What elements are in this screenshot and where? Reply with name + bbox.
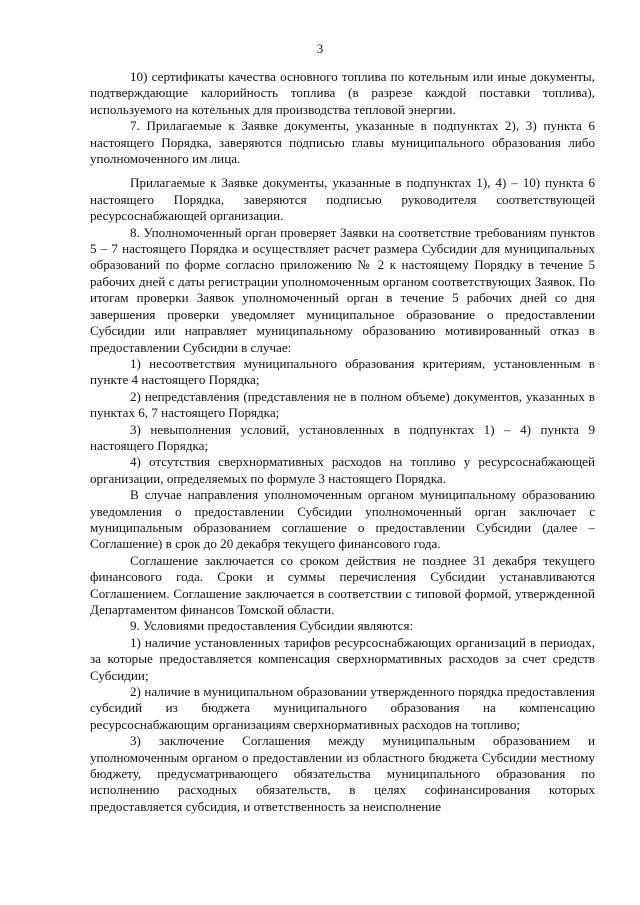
document-body	[90, 69, 595, 815]
paragraph-8: 8. Уполномоченный орган проверяет Заявки на соответствие требованиям пунктов 5 – 7 настоящего Порядка и осуществляет расчет размера Субсидии для муниципальных образований по форме согласно приложению № 2 к настоящему Порядку в течение 5 рабочих дней с даты регистрации уполномоченным органом соответствующих Заявок. По итогам проверки Заявок уполномоченный орган в течение 5 рабочих дней со дня завершения проверки уведомляет муниципальное образование о предоставлении Субсидии или направляет муниципальному образованию мотивированный отказ в предоставлении Субсидии в случае:	[90, 224, 595, 355]
list-item: 2) наличие в муниципальном образовании утвержденного порядка предоставления субсидий из бюджета муниципального образования на компенсацию ресурсоснабжающим организациям сверхнормативных расходов на топливо;	[90, 684, 595, 732]
list-item: 3) невыполнения условий, установленных в подпунктах 1) – 4) пункта 9 настоящего Порядка;	[90, 421, 595, 453]
paragraph-8-agreement-term: Соглашение заключается со сроком действия не позднее 31 декабря текущего финансового года. Сроки и суммы перечисления Субсидии устанавливаются Соглашением. Соглашение заключается в соответствии с типовой формой, утвержденной Департаментом финансов Томской области.	[90, 552, 595, 617]
paragraph-item-10: 10) сертификаты качества основного топлива по котельным или иные документы, подтверждающие калорийность топлива (в разрезе каждой поставки топлива), используемого на котельных для производства тепловой энергии.	[90, 69, 595, 117]
paragraph-7-continued: Прилагаемые к Заявке документы, указанные в подпунктах 1), 4) – 10) пункта 6 настоящего Порядка, заверяются подписью руководителя соответствующей ресурсоснабжающей организации.	[90, 175, 595, 224]
paragraph-7: 7. Прилагаемые к Заявке документы, указанные в подпунктах 2), 3) пункта 6 настоящего Порядка, заверяются подписью главы муниципального образования либо уполномоченного им лица.	[90, 118, 595, 167]
paragraph-8-agreement: В случае направления уполномоченным органом муниципальному образованию уведомления о предоставлении Субсидии уполномоченный орган заключает с муниципальным образованием соглашение о предоставлении Субсидии (далее – Соглашение) в срок до 20 декабря текущего финансового года.	[90, 487, 595, 552]
page-number: 3	[316, 41, 324, 56]
list-item: 1) несоответствия муниципального образования критериям, установленным в пункте 4 настоящего Порядка;	[90, 355, 595, 388]
list-item: 2) непредставления (представления не в полном объеме) документов, указанных в пунктах 6, 7 настоящего Порядка;	[90, 388, 595, 421]
list-item: 4) отсутствия сверхнормативных расходов на топливо у ресурсоснабжающей организации, определяемых по формуле 3 настоящего Порядка.	[90, 454, 595, 486]
list-item: 1) наличие установленных тарифов ресурсоснабжающих организаций в периодах, за которые предоставляется компенсация сверхнормативных расходов за счет средств Субсидии;	[90, 634, 595, 683]
paragraph-9: 9. Условиями предоставления Субсидии являются:	[130, 618, 414, 634]
list-item: 3) заключение Соглашения между муниципальным образованием и уполномоченным органом о предоставлении из областного бюджета Субсидии местному бюджету, предусматривающего обязательства муниципального образования по исполнению расходных обязательств, в целях софинансирования которых предоставляется субсидия, и ответственность за неисполнение	[90, 733, 595, 814]
